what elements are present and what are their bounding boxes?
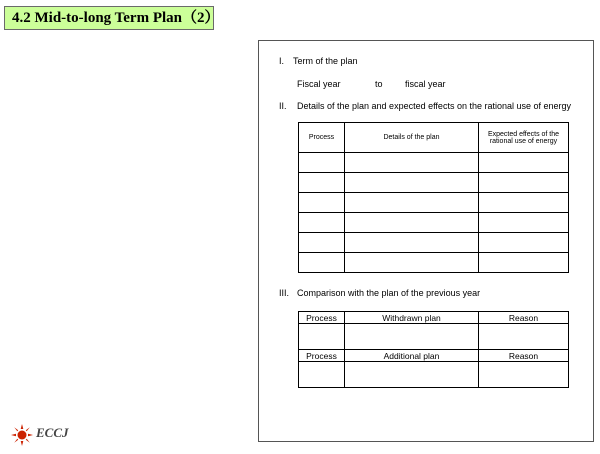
eccj-logo-icon — [10, 423, 34, 447]
header-reason: Reason — [479, 312, 569, 324]
header-process: Process — [299, 350, 345, 362]
header-details: Details of the plan — [345, 123, 479, 153]
plan-details-table — [298, 122, 569, 273]
table-cell[interactable] — [299, 233, 345, 253]
table-cell[interactable] — [479, 233, 569, 253]
table-cell[interactable] — [345, 324, 479, 350]
table-cell[interactable] — [345, 233, 479, 253]
header-withdrawn-plan: Withdrawn plan — [345, 312, 479, 324]
header-process: Process — [299, 312, 345, 324]
header-additional-plan: Additional plan — [345, 350, 479, 362]
table-cell[interactable] — [479, 153, 569, 173]
plan-form-document — [258, 40, 594, 442]
fiscal-year-end-label: fiscal year — [405, 79, 446, 89]
table-cell[interactable] — [299, 253, 345, 273]
to-label: to — [375, 79, 383, 89]
table-cell[interactable] — [345, 253, 479, 273]
fiscal-year-label: Fiscal year — [297, 79, 341, 89]
page-title: 4.2 Mid-to-long Term Plan（2） — [4, 6, 214, 30]
table-cell[interactable] — [479, 362, 569, 388]
table-cell[interactable] — [479, 324, 569, 350]
header-expected-effects: Expected effects of the rational use of energy — [479, 123, 569, 153]
table-cell[interactable] — [345, 213, 479, 233]
table-cell[interactable] — [299, 173, 345, 193]
table-cell[interactable] — [479, 193, 569, 213]
section-3-number: III. — [279, 288, 290, 298]
header-reason: Reason — [479, 350, 569, 362]
table-cell[interactable] — [299, 193, 345, 213]
table-cell[interactable] — [479, 173, 569, 193]
comparison-table — [298, 311, 569, 388]
table-cell[interactable] — [299, 213, 345, 233]
section-2-number: II. — [279, 101, 287, 111]
table-cell[interactable] — [345, 173, 479, 193]
table-cell[interactable] — [299, 362, 345, 388]
table-cell[interactable] — [479, 253, 569, 273]
table-cell[interactable] — [299, 324, 345, 350]
table-cell[interactable] — [345, 193, 479, 213]
table-cell[interactable] — [345, 153, 479, 173]
table-cell[interactable] — [299, 153, 345, 173]
section-1-number: I. — [279, 56, 285, 66]
section-2-label: Details of the plan and expected effects on the rational use of energy — [297, 101, 572, 111]
table-cell[interactable] — [345, 362, 479, 388]
section-1-label: Term of the plan — [293, 56, 358, 66]
section-3-label: Comparison with the plan of the previous year — [297, 288, 481, 298]
table-cell[interactable] — [479, 213, 569, 233]
logo-text: ECCJ — [36, 425, 69, 440]
header-process: Process — [299, 123, 345, 153]
